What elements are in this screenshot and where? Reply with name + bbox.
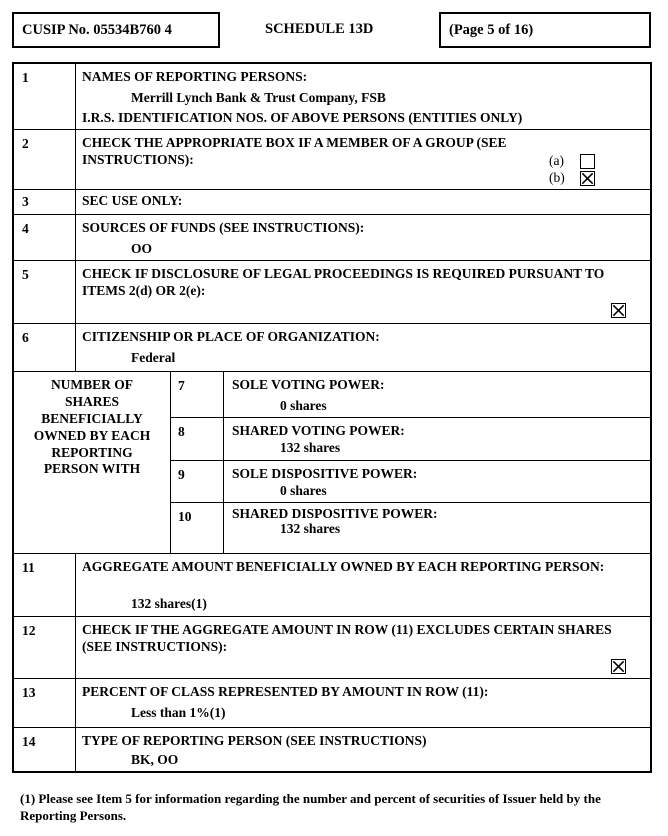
row-number: 6 xyxy=(22,330,29,345)
checkmark-x-icon xyxy=(612,304,625,317)
citizenship-value: Federal xyxy=(131,350,176,365)
row-label: CHECK IF DISCLOSURE OF LEGAL PROCEEDINGS IS REQUIRED PURSUANT TO ITEMS 2(d) OR 2(e): xyxy=(82,266,605,298)
row-2-group-member xyxy=(14,130,650,190)
row-14-type-of-person xyxy=(14,728,650,773)
row-number: 8 xyxy=(178,424,185,439)
row-label: NAMES OF REPORTING PERSONS: xyxy=(82,69,308,84)
row-label: SHARED VOTING POWER: xyxy=(232,423,405,438)
row-12-excludes-shares xyxy=(14,617,650,679)
page-number: (Page 5 of 16) xyxy=(449,21,534,38)
row-4-source-of-funds xyxy=(14,215,650,261)
legal-proceedings-checkbox[interactable] xyxy=(611,303,626,318)
reporting-person-name: Merrill Lynch Bank & Trust Company, FSB xyxy=(131,90,386,105)
type-of-person-value: BK, OO xyxy=(131,752,179,767)
row-number: 7 xyxy=(178,378,185,393)
row-number: 1 xyxy=(22,70,29,85)
shared-dispositive-value: 132 shares xyxy=(280,521,341,536)
page-number-box xyxy=(439,12,651,48)
aggregate-amount-value: 132 shares(1) xyxy=(131,596,207,611)
row-9-sole-dispositive xyxy=(171,461,650,503)
row-13-percent-of-class xyxy=(14,679,650,728)
row-label: SEC USE ONLY: xyxy=(82,193,183,208)
row-number: 4 xyxy=(22,221,29,236)
irs-id-label: I.R.S. IDENTIFICATION NOS. OF ABOVE PERSONS (ENTITIES ONLY) xyxy=(82,110,523,125)
row-label: AGGREGATE AMOUNT BENEFICIALLY OWNED BY EACH REPORTING PERSON: xyxy=(82,559,605,574)
row-1-reporting-person xyxy=(14,64,650,130)
row-label: SOURCES OF FUNDS (SEE INSTRUCTIONS): xyxy=(82,220,365,235)
row-number: 3 xyxy=(22,194,29,209)
row-label: SOLE VOTING POWER: xyxy=(232,377,385,392)
footnote: (1) Please see Item 5 for information regarding the number and percent of securities of Issuer held by the Reporting Persons. xyxy=(20,791,601,823)
row-label: CITIZENSHIP OR PLACE OF ORGANIZATION: xyxy=(82,329,380,344)
sole-voting-value: 0 shares xyxy=(280,398,327,413)
sole-dispositive-value: 0 shares xyxy=(280,483,327,498)
shares-beneficially-owned-label xyxy=(14,372,171,554)
source-of-funds-value: OO xyxy=(131,241,153,256)
row-6-citizenship xyxy=(14,324,650,372)
row-3-sec-use xyxy=(14,190,650,215)
row-label: PERCENT OF CLASS REPRESENTED BY AMOUNT IN ROW (11): xyxy=(82,684,489,699)
checkmark-x-icon xyxy=(581,172,594,185)
checkmark-x-icon xyxy=(612,660,625,673)
row-label: SOLE DISPOSITIVE POWER: xyxy=(232,466,418,481)
cusip-number: CUSIP No. 05534B760 4 xyxy=(22,21,172,38)
group-checkbox-a[interactable] xyxy=(580,154,595,169)
row-number: 11 xyxy=(22,560,35,575)
row-label: TYPE OF REPORTING PERSON (SEE INSTRUCTIONS) xyxy=(82,733,427,748)
row-5-legal-proceedings xyxy=(14,261,650,324)
row-label: SHARED DISPOSITIVE POWER: xyxy=(232,506,438,521)
row-10-shared-dispositive xyxy=(171,503,650,554)
row-7-sole-voting xyxy=(171,372,650,418)
row-label: CHECK IF THE AGGREGATE AMOUNT IN ROW (11) EXCLUDES CERTAIN SHARES (SEE INSTRUCTIONS): xyxy=(82,622,612,654)
option-a-label: (a) xyxy=(549,153,564,168)
option-b-label: (b) xyxy=(549,170,565,185)
schedule-title: SCHEDULE 13D xyxy=(265,21,374,37)
row-11-aggregate-amount xyxy=(14,554,650,617)
group-checkbox-b[interactable] xyxy=(580,171,595,186)
shares-label-text: NUMBER OF SHARES BENEFICIALLY OWNED BY EACH REPORTING PERSON WITH xyxy=(33,377,151,477)
excludes-shares-checkbox[interactable] xyxy=(611,659,626,674)
row-number: 9 xyxy=(178,467,185,482)
row-number: 10 xyxy=(178,509,192,524)
row-label: CHECK THE APPROPRIATE BOX IF A MEMBER OF A GROUP (SEE INSTRUCTIONS): xyxy=(82,135,507,167)
cover-page-table xyxy=(12,62,652,773)
cusip-box xyxy=(12,12,220,48)
percent-of-class-value: Less than 1%(1) xyxy=(131,705,226,720)
row-8-shared-voting xyxy=(171,418,650,461)
row-number: 12 xyxy=(22,623,36,638)
shared-voting-value: 132 shares xyxy=(280,440,341,455)
row-number: 14 xyxy=(22,734,36,749)
row-number: 13 xyxy=(22,685,36,700)
row-number: 2 xyxy=(22,136,29,151)
row-number: 5 xyxy=(22,267,29,282)
